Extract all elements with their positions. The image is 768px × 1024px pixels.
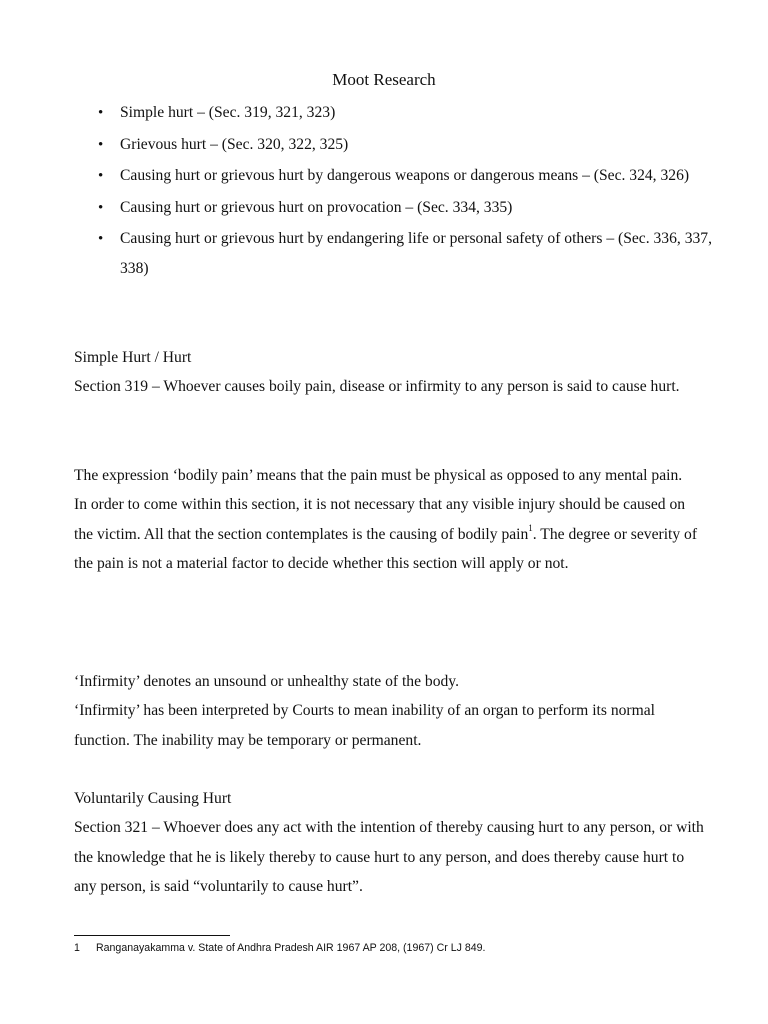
list-item-text: Causing hurt or grievous hurt on provocation – (Sec. 334, 335) [120,198,513,216]
bullet-icon: • [98,199,104,216]
document-title: Moot Research [332,70,436,89]
paragraph-text: . The degree or severity of the pain is not a material factor to decide whether this section will apply or not. [74,525,698,573]
list-item-text: Simple hurt – (Sec. 319, 321, 323) [120,104,336,121]
voluntarily-causing-hurt-section [74,784,704,902]
list-item-text: Grievous hurt – (Sec. 320, 322, 325) [120,135,349,153]
list-item [74,161,714,191]
bullet-icon: • [98,105,104,121]
section-heading: Simple Hurt / Hurt [74,349,192,366]
list-item [74,224,714,284]
bullet-icon: • [98,231,104,247]
list-item [74,98,714,128]
section-heading: Voluntarily Causing Hurt [74,790,232,807]
bullet-icon: • [98,168,104,184]
section-definition: Section 321 – Whoever does any act with the intention of thereby causing hurt to any person, or with the knowledge that he is likely thereby to cause hurt to any person, and does thereby cause hurt to any person, is said “voluntarily to cause hurt”. [74,819,704,896]
list-item [74,130,714,160]
footnote-reference[interactable]: 1 [528,522,533,533]
body-paragraph [74,490,704,578]
paragraph-text: In order to come within this section, it is not necessary that any visible injury should be caused on the victim. All that the section contemplates is the causing of bodily pain [74,496,686,543]
body-paragraph: ‘Infirmity’ denotes an unsound or unhealthy state of the body. [74,673,459,690]
list-item-text: Causing hurt or grievous hurt by endangering life or personal safety of others – (Sec. 336, 337, 338) [120,230,712,277]
body-paragraph: ‘Infirmity’ has been interpreted by Courts to mean inability of an organ to perform its normal function. The inability may be temporary or permanent. [74,702,656,749]
footnote-divider [74,935,230,936]
list-item [74,193,714,223]
bodily-pain-section [74,461,704,579]
bullet-icon: • [98,136,104,153]
simple-hurt-section [74,343,704,402]
body-paragraph: The expression ‘bodily pain’ means that the pain must be physical as opposed to any mental pain. [74,467,683,484]
footnote [74,941,714,955]
section-definition: Section 319 – Whoever causes boily pain, disease or infirmity to any person is said to cause hurt. [74,378,680,396]
footnote-text: Ranganayakamma v. State of Andhra Pradesh AIR 1967 AP 208, (1967) Cr LJ 849. [96,942,486,954]
infirmity-section [74,667,704,755]
list-item-text: Causing hurt or grievous hurt by dangerous weapons or dangerous means – (Sec. 324, 326) [120,167,690,184]
sections-bullet-list [74,98,714,286]
footnote-number: 1 [74,942,80,954]
